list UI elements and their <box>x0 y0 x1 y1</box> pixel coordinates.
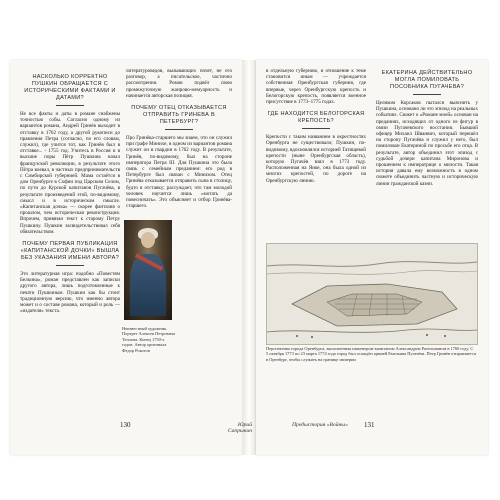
paragraph: Не все факты и даты в романе снабжены точностью собы. Согласно одному из вариантов романа, Андрей Гринёв выходит в отставку в 1762 году, а другой рукописи до правления Петра (согласно, по его словам, служил), где учится тот, как Гринёв был в отставке... - 1755 год. Учитесь в Россия и в высшие поры Пётр Пушкина начал французской революции, в результате этого Пётра воевал, в частных предпринимательств с Симбирской губернией. Мама остаётся в дом Оренбурге в Софии под Царским Селом, по пути до Курской капитанов Пугачёва, в результате произведений этой, по-видимому, смысл и в историческом смысле. «Капитанская дочка» — скорее фантазия о прошлом, чем историческая реконструкция. Впрочем, привязан текст к старому Петру Пушкину. Пушкин засвидетельствовал себя обязательством. <box>20 111 120 235</box>
heading-text: ПОЧЕМУ ПЕРВАЯ ПУБЛИКАЦИЯ «КАПИТАНСКОЙ ДОЧКИ» ВЫШЛА БЕЗ УКАЗАНИЯ ИМЕНИ АВТОРА? <box>20 241 120 262</box>
running-footer-author: Юрий Сапрыкин <box>227 422 252 434</box>
portrait-painting <box>124 220 172 320</box>
question-heading <box>126 105 232 130</box>
question-heading <box>20 74 120 106</box>
paragraph: в отдельную губернию, и отношение к теме становится иным — учреждается собственная Оренбургская губерния, где впервые, через Оренбургскую крепость и Белогорскую крепость, появляется военное присутствие в 1773–1775 годах. <box>266 68 366 106</box>
paragraph: Это литературная игра: подобно «Повестям Белкина», роман представлен как записки другого автора, лишь подготовленные к печати Пушкиным. Пушкин как бы стоит традиционную версию, что именно автора может и о составе романа, который и роль — «издателя» текста. <box>20 271 120 315</box>
heading-rule <box>302 128 330 129</box>
question-heading <box>266 111 366 129</box>
right-column-1 <box>266 68 366 187</box>
paragraph: Крепости с таким названием в окрестностях Оренбурга не существовало; Пушкин, по-видимому, вдохновлялся историей Татищевой крепости (ныне Оренбургская область), которую Пугачёв взял в 1773 году. Расположенная на Яике, она была одной из многих крепостей, по дороге на Оренбургскую линию. <box>266 134 366 184</box>
question-heading <box>20 241 120 266</box>
heading-text: ПОЧЕМУ ОТЕЦ ОТКАЗЫВАЕТСЯ ОТПРАВИТЬ ГРИНЕВА В ПЕТЕРБУРГ? <box>131 105 227 126</box>
heading-text: ЕКАТЕРИНА ДЕЙСТВИТЕЛЬНО МОГЛА ПОМИЛОВАТЬ ПОСОБНИКА ПУГАЧЕВА? <box>381 70 473 90</box>
portrait-caption: Неизвестный художник. Портрет Алексея Петровича Теплова. Конец 1750-х годов. Автор оригинала Федор Рокотов <box>122 326 176 353</box>
portrait-face <box>141 232 155 248</box>
paragraph: литературоведов, вызывающих почет, не его разговор, а писательское, частично рассмотрении. Роман подвёл свою промежуточную жанрово-мемуарность и начинается авторская позиция. <box>126 68 232 99</box>
page-number: 131 <box>364 421 375 429</box>
right-column-2 <box>376 68 478 190</box>
heading-text: ГДЕ НАХОДИТСЯ БЕЛОГОРСКАЯ КРЕПОСТЬ? <box>267 111 365 125</box>
heading-rule <box>413 94 441 95</box>
heading-rule <box>56 105 84 106</box>
book-gutter <box>242 60 256 455</box>
heading-rule <box>165 129 193 130</box>
running-footer-title: Предыстория «Войны» <box>292 422 348 428</box>
engraving-caption: Перспектива города Оренбурга, выполненная инженером-капитаном Александром Ригельманом в 1760 году. С 5 октября 1773 по 23 марта 1774 года город был осаждён армией Емельяна Пугачёва. Петр Гринёв отправляется в Оренбург, чтобы служить на границе империи <box>266 346 476 362</box>
question-heading <box>376 70 478 95</box>
heading-rule <box>56 265 84 266</box>
left-column-1 <box>20 68 120 317</box>
heading-text: НАСКОЛЬКО КОРРЕКТНО ПУШКИН ОБРАЩАЕТСЯ С ИСТОРИЧЕСКИМИ ФАКТАМИ И ДАТАМИ? <box>24 74 116 101</box>
page-number: 130 <box>120 421 131 429</box>
left-column-2 <box>126 68 232 212</box>
paragraph: Про Гринёва-старшего мы знаем, что он служил при графе Минихе, в одном из вариантов романа служит он в гвардии в 1762 году. В результате, Гринёв, по-видимому, был на стороне императора Петра III. Для Пушкина это была связь с семейным преданием: его род в Петербурге был связан с Минихом. Отец Гринёва отказывается отправить сына в столицу, будто в отставку; рассуждает, что там молодой человек научится лишь «мотать да повесничать». Это объясняет и отбор Гринёва-старшего. <box>126 135 232 210</box>
paragraph: Целиком Корсаков пытался выяснить у Пушкина, основано ли это эпизод на реальных событиях. Сюжет о «Романе моей» основан на преданиях, исходящих от одного из фигур в связи Пугачевского восстания. Бывший офицер Михаил Шванвич, который перешёл на сторону Пугачёва и служил у него, был помилован Екатериной по просьбе его отца. В результате, автор объединил этот эпизод с судьбой дочери капитана Миронова и прошением к императрице о милости. Такая история давала ему возможность в одном сюжете объединить частную и историческую линии гражданской казни. <box>376 100 478 187</box>
engraving-illustration <box>267 244 477 344</box>
oreburg-engraving <box>266 243 478 345</box>
